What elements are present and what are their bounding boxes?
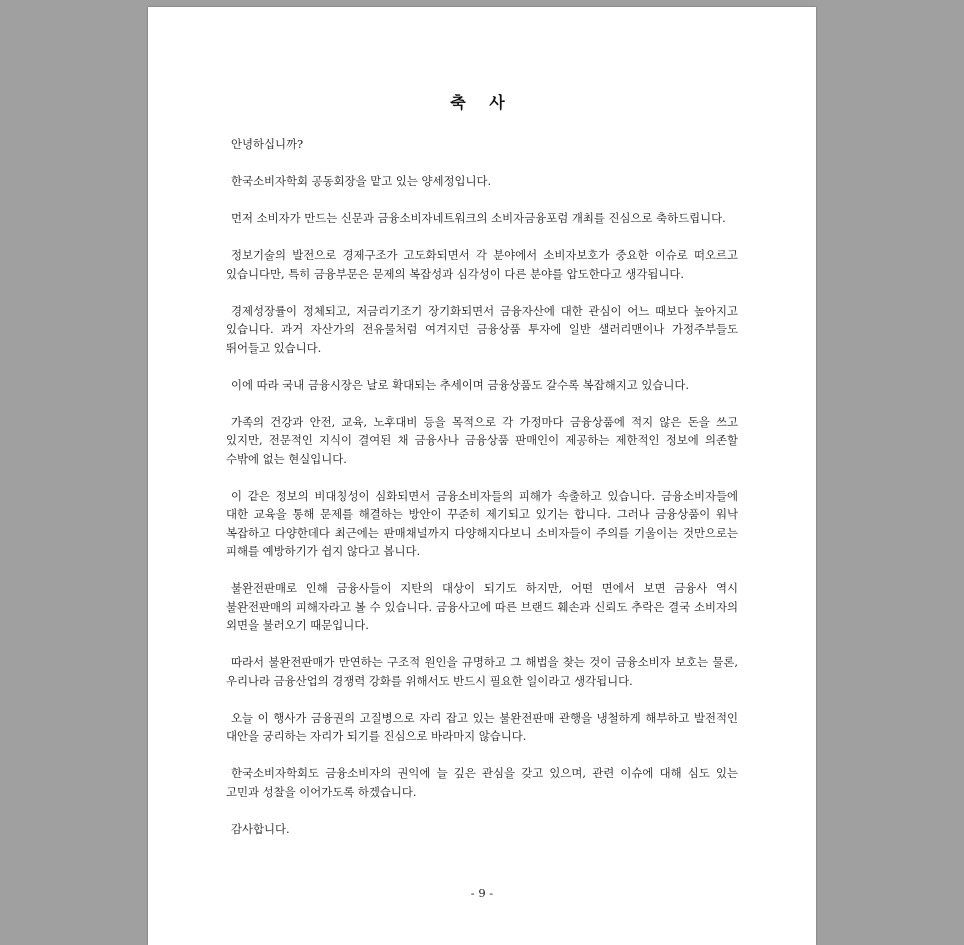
paragraph-society-commitment: 한국소비자학회도 금융소비자의 권익에 늘 깊은 관심을 갖고 있으며, 관련 이슈에 대해 심도 있는 고민과 성찰을 이어가도록 하겠습니다.: [226, 766, 738, 799]
paragraph-market-expansion: 이에 따라 국내 금융시장은 날로 확대되는 추세이며 금융상품도 갈수록 복잡해지고 있습니다.: [231, 377, 689, 392]
paragraph-information-asymmetry: 이 같은 정보의 비대칭성이 심화되면서 금융소비자들의 피해가 속출하고 있습니다. 금융소비자들에 대한 교육을 통해 문제를 해결하는 방안이 꾸준히 제기되고 있기는 합니다. 그러나 금융상품이 워낙 복잡하고 다양한데다 최근에는 판매채널까지 다양해지다보니 소비자들이 주의를 기울이는 것만으로는 피해를 예방하기가 쉽지 않다고 봅니다.: [226, 488, 738, 558]
document-page: [148, 7, 816, 945]
page-number: - 9 -: [470, 886, 494, 900]
paragraph-mis-selling: 불완전판매로 인해 금융사들이 지탄의 대상이 되기도 하지만, 어떤 면에서 보면 금융사 역시 불완전판매의 피해자라고 볼 수 있습니다. 금융사고에 따른 브랜드 훼손과 신뢰도 추락은 결국 소비자의 외면을 불러오기 때문입니다.: [226, 581, 738, 632]
paragraph-greeting: 안녕하십니까?: [231, 137, 304, 151]
paragraph-household-finance: 가족의 건강과 안전, 교육, 노후대비 등을 목적으로 각 가정마다 금융상품에 적지 않은 돈을 쓰고 있지만, 전문적인 지식이 결여된 채 금융사나 금융상품 판매인이 제공하는 제한적인 정보에 의존할 수밖에 없는 현실입니다.: [226, 414, 738, 466]
page-title: 축 사: [450, 93, 514, 112]
paragraph-closing: 감사합니다.: [231, 821, 290, 836]
paragraph-structural-causes: 따라서 불완전판매가 만연하는 구조적 원인을 규명하고 그 해법을 찾는 것이 금융소비자 보호는 물론, 우리나라 금융산업의 경쟁력 강화를 위해서도 반드시 필요한 일이라고 생각됩니다.: [226, 655, 738, 688]
paragraph-congratulations: 먼저 소비자가 만드는 신문과 금융소비자네트워크의 소비자금융포럼 개최를 진심으로 축하드립니다.: [231, 211, 726, 225]
paragraph-event-hope: 오늘 이 행사가 금융권의 고질병으로 자리 잡고 있는 불완전판매 관행을 냉철하게 해부하고 발전적인 대안을 궁리하는 자리가 되기를 진심으로 바라마지 않습니다.: [226, 710, 738, 743]
paragraph-consumer-protection: 정보기술의 발전으로 경제구조가 고도화되면서 각 분야에서 소비자보호가 중요한 이슈로 떠오르고 있습니다만, 특히 금융부문은 문제의 복잡성과 심각성이 다른 분야를 압도한다고 생각됩니다.: [226, 248, 738, 281]
document-body: [226, 135, 738, 857]
paragraph-introduction: 한국소비자학회 공동회장을 맡고 있는 양세정입니다.: [231, 174, 492, 188]
paragraph-economic-growth: 경제성장률이 정체되고, 저금리기조기 장기화되면서 금융자산에 대한 관심이 어느 때보다 높아지고 있습니다. 과거 자산가의 전유물처럼 여겨지던 금융상품 투자에 일반 샐러리맨이나 가정주부들도 뛰어들고 있습니다.: [226, 303, 738, 355]
